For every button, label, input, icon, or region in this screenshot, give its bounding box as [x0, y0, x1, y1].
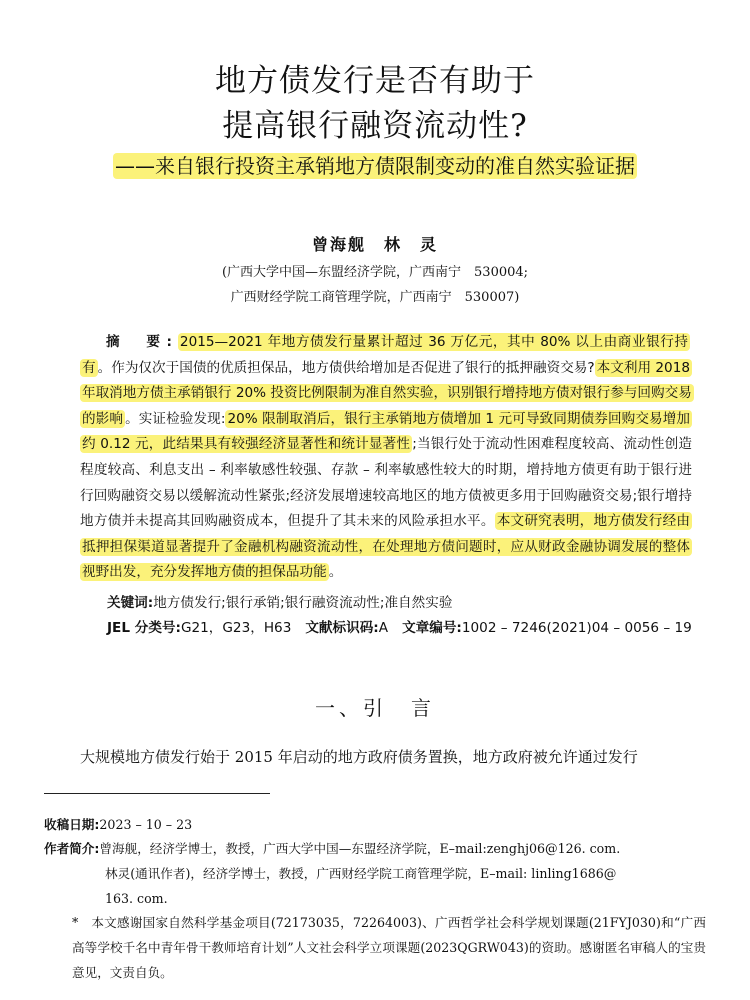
title-line-2: 提高银行融资流动性? — [222, 108, 528, 144]
keywords-label: 关键词: — [107, 595, 154, 611]
received-value: 2023 – 10 – 23 — [99, 817, 193, 832]
jel-value: G21，G23，H63 — [180, 620, 292, 636]
abstract-label: 摘 要: — [106, 334, 178, 350]
author-info-line-3: 163. com. — [105, 891, 168, 906]
keywords-value: 地方债发行;银行承销;银行融资流动性;准自然实验 — [153, 595, 453, 611]
introduction-first-line: 大规模地方债发行始于 2015 年启动的地方政府债务置换，地方政府被允许通过发行 — [80, 748, 638, 766]
abstract-text-4: 。实证检验发现: — [125, 410, 226, 427]
abstract — [80, 330, 692, 586]
footnote-received-date — [44, 812, 706, 837]
footnote-author-info — [44, 836, 706, 911]
subtitle — [0, 150, 750, 179]
author-info-line-1: 曾海舰，经济学博士，教授，广西大学中国—东盟经济学院，E–mail:zenghj06@126. com. — [99, 841, 621, 856]
doc-code-value: A — [378, 620, 389, 636]
funding-text: * 本文感谢国家自然科学基金项目(72173035，72264003)、广西哲学社会科学规划课题(21FYJ030)和“广西高等学校千名中青年骨干教师培育计划”人文社会科学立项课题(2023QGRW043)的资助。感谢匿名审稿人的宝贵意见，文责自负。 — [72, 915, 706, 980]
affiliation-1: (广西大学中国—东盟经济学院，广西南宁 530004; — [221, 265, 529, 280]
subtitle-highlight: ——来自银行投资主承销地方债限制变动的准自然实验证据 — [115, 154, 635, 178]
footnote-divider — [44, 793, 270, 794]
abstract-highlight-5: 20% 限制取消后，银行主承销地方债增加 1 元可导致同期债券回购交易增加约 0.12 元，此结果具有较强经济显著性和统计显著性 — [82, 410, 690, 453]
footnote-funding — [44, 910, 706, 985]
jel-label: JEL 分类号: — [107, 620, 181, 636]
abstract-text-2: 。作为仅次于国债的优质担保品，地方债供给增加是否促进了银行的抵押融资交易? — [97, 359, 595, 376]
author-names: 曾海舰 林 灵 — [311, 235, 438, 254]
classification-line — [107, 616, 692, 636]
article-number-label: 文章编号: — [402, 620, 462, 636]
doc-code-label: 文献标识码: — [305, 620, 379, 636]
abstract-highlight-3: 本文利用 2018 年取消地方债主承销银行 20% 投资比例限制为准自然实验，识别银行增持地方债对银行参与回购交易的影响 — [82, 359, 692, 427]
abstract-text-6: ;当银行处于流动性困难程度较高、流动性创造程度较高、利息支出 – 利率敏感性较强、存款 – 利率敏感性较大的时期，增持地方债更有助于银行进行回购融资交易以缓解流动性紧张;经济发展增速较高地区的地方债被更多用于回购融资交易;银行增持地方债并未提高其回购融资成本，但提升了其未来的风险承担水平。 — [80, 436, 692, 530]
author-info-label: 作者简介: — [44, 841, 100, 856]
affiliation-2: 广西财经学院工商管理学院，广西南宁 530007) — [230, 290, 520, 305]
received-label: 收稿日期: — [44, 817, 100, 832]
abstract-text-8: 。 — [328, 564, 343, 581]
author-info-line-2: 林灵(通讯作者)，经济学博士，教授，广西财经学院工商管理学院，E–mail: linling1686@ — [105, 866, 617, 881]
article-number-value: 1002 – 7246(2021)04 – 0056 – 19 — [461, 620, 692, 636]
abstract-highlight-1: 2015—2021 年地方债发行量累计超过 36 万亿元，其中 80% 以上由商业银行持有 — [82, 334, 689, 376]
section-heading-introduction: 一、引 言 — [315, 696, 435, 720]
keywords — [107, 591, 452, 611]
title-line-1: 地方债发行是否有助于 — [215, 63, 535, 99]
abstract-highlight-7: 本文研究表明，地方债发行经由抵押担保渠道显著提升了金融机构融资流动性，在处理地方债问题时，应从财政金融协调发展的整体视野出发，充分发挥地方债的担保品功能 — [82, 513, 691, 581]
